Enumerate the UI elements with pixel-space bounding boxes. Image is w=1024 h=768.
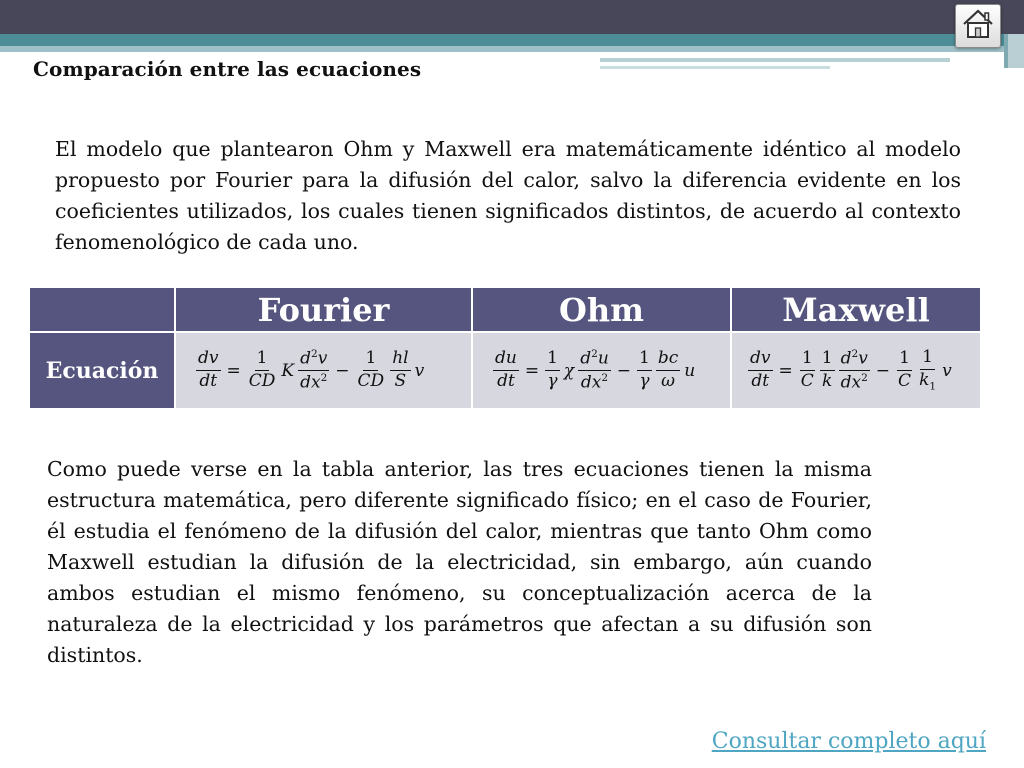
header-maxwell: Maxwell	[731, 287, 981, 332]
teal-stripe	[0, 34, 1024, 46]
consult-link[interactable]: Consultar completo aquí	[711, 729, 986, 754]
ohm-equation: $\frac{du}{dt}$ = $\frac{1}{\gamma}$ χ $\frac{d^2u}{dx^2}$ − $\frac{1}{\gamma}$ $\frac{bc}{\omega}$ u	[472, 332, 731, 409]
fourier-equation: $\frac{dv}{dt}$ = $\frac{1}{CD}$ K $\frac{d^2v}{dx^2}$ − $\frac{1}{CD}$ $\frac{hl}{S}$ v	[175, 332, 472, 409]
header-blank	[29, 287, 175, 332]
table-row	[29, 332, 981, 409]
intro-paragraph: El modelo que plantearon Ohm y Maxwell era matemáticamente idéntico al modelo propuesto por Fourier para la difusión del calor, salvo la diferencia evidente en los coeficientes utilizados, los cuales tienen significados distintos, de acuerdo al contexto fenomenológico de cada uno.	[55, 137, 961, 254]
decor-line	[600, 58, 950, 62]
row-label-ecuacion: Ecuación	[29, 332, 175, 409]
maxwell-equation: $\frac{dv}{dt}$ = $\frac{1}{C}$ $\frac{1}{k}$ $\frac{d^2v}{dx^2}$ − $\frac{1}{C}$ $\frac{1}{k_1}$ v	[731, 332, 981, 409]
equations-table	[28, 286, 982, 410]
table-header-row	[29, 287, 981, 332]
home-icon	[961, 8, 995, 44]
home-button[interactable]	[955, 4, 1001, 48]
top-banner	[0, 0, 1024, 34]
page-title: Comparación entre las ecuaciones	[33, 57, 422, 81]
decor-line	[600, 66, 830, 69]
decor-edge	[1008, 34, 1024, 68]
header-fourier: Fourier	[175, 287, 472, 332]
header-ohm: Ohm	[472, 287, 731, 332]
light-stripe	[0, 46, 1010, 52]
conclusion-paragraph: Como puede verse en la tabla anterior, las tres ecuaciones tienen la misma estructura matemática, pero diferente significado físico; en el caso de Fourier, él estudia el fenómeno de la difusión del calor, mientras que tanto Ohm como Maxwell estudian la difusión de la electricidad, sin embargo, aún cuando ambos estudian el mismo fenómeno, su conceptualización acerca de la naturaleza de la electricidad y los parámetros que afectan a su difusión son distintos.	[47, 457, 872, 667]
